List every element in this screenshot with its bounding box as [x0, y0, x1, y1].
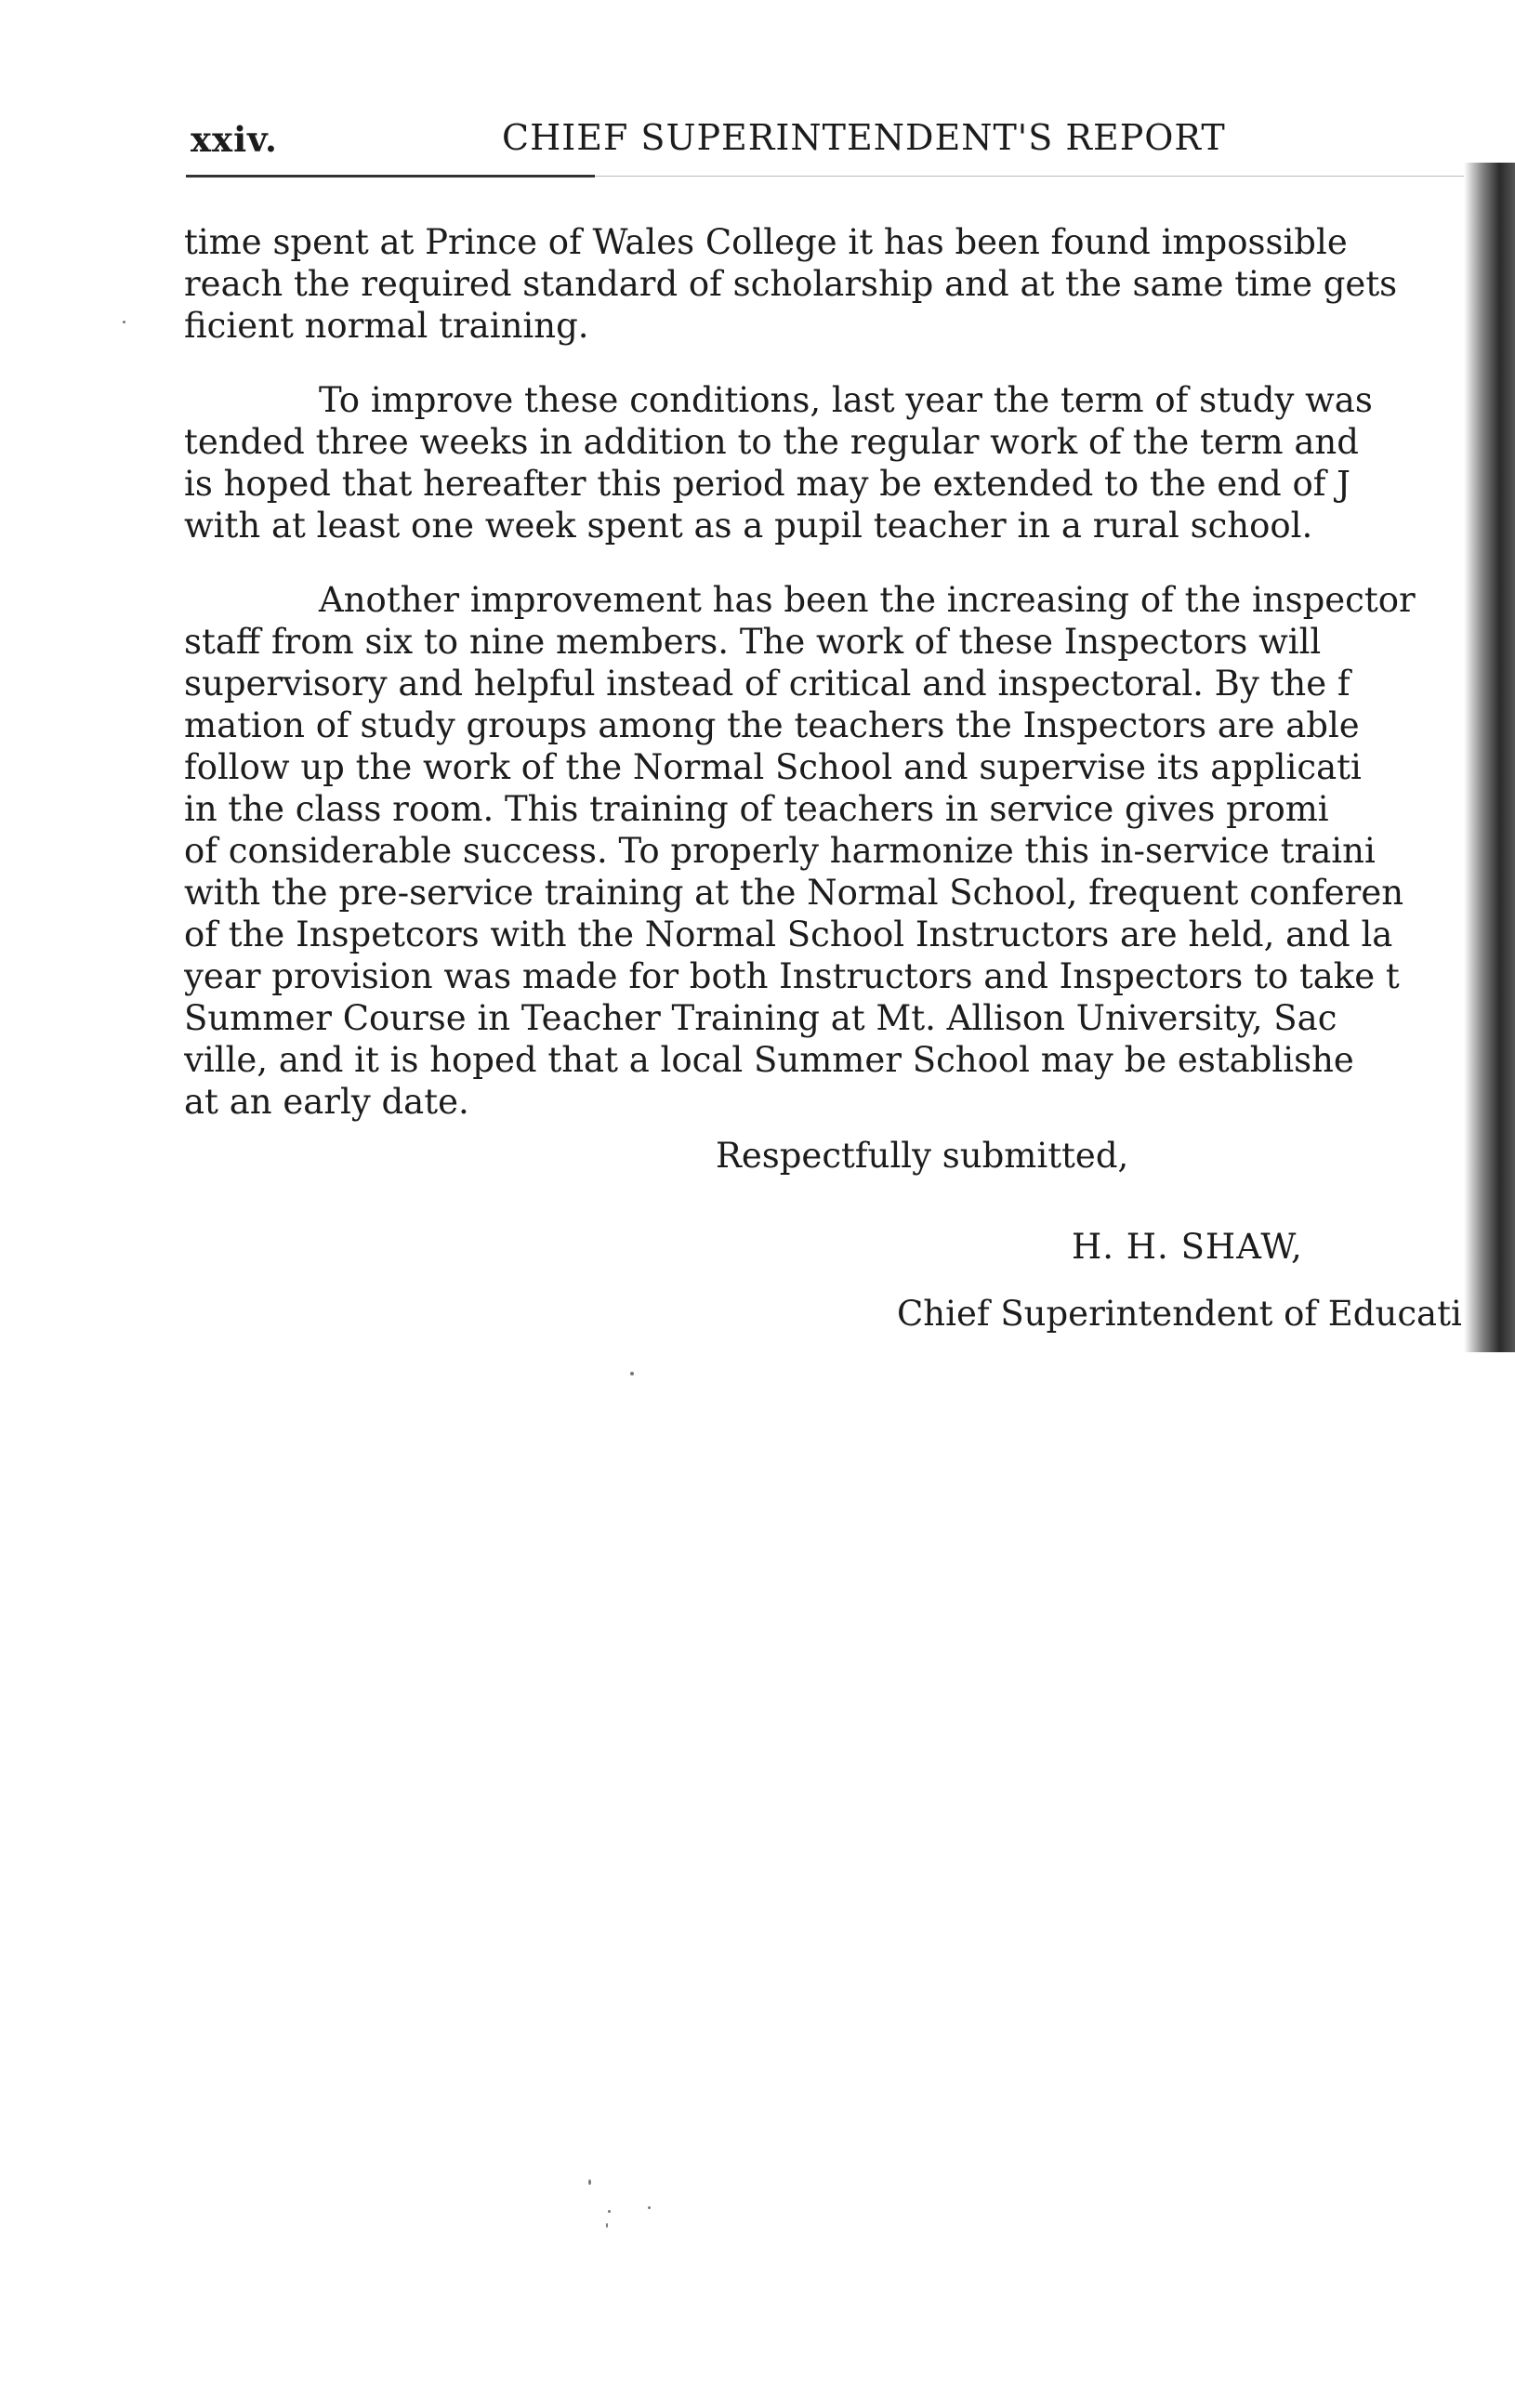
page-number: xxiv.: [191, 119, 278, 160]
paragraph: [184, 221, 1467, 347]
paper-speck: [123, 321, 125, 323]
header-rule-faint: [595, 176, 1469, 177]
signature: H. H. SHAW,: [1072, 1227, 1303, 1267]
running-head: CHIEF SUPERINTENDENT'S REPORT: [502, 117, 1226, 158]
valediction: Respectfully submitted,: [716, 1136, 1129, 1176]
text-line: ville, and it is hoped that a local Summer School may be establishe: [184, 1040, 1354, 1080]
text-line: To improve these conditions, last year the term of study was: [319, 380, 1373, 420]
text-line: supervisory and helpful instead of critical and inspectoral. By the f: [184, 664, 1350, 704]
text-line: of the Inspetcors with the Normal School Instructors are held, and la: [184, 915, 1393, 954]
text-line: year provision was made for both Instructors and Inspectors to take t: [184, 956, 1400, 996]
text-line: is hoped that hereafter this period may be extended to the end of J: [184, 464, 1351, 504]
paragraph: [184, 379, 1467, 546]
text-line: follow up the work of the Normal School and supervise its applicati: [184, 747, 1362, 787]
paper-speck: [648, 2206, 651, 2209]
signer-title: Chief Superintendent of Educati: [897, 1294, 1462, 1334]
paragraph-gap: [184, 546, 1467, 579]
text-line: staff from six to nine members. The work of these Inspectors will: [184, 622, 1322, 662]
paper-speck: [606, 2223, 608, 2228]
text-line: Another improvement has been the increasing of the inspector: [319, 580, 1416, 620]
paragraph: [184, 579, 1467, 1123]
header-rule: [186, 175, 595, 178]
body-text: [184, 221, 1467, 1123]
text-line: tended three weeks in addition to the regular work of the term and: [184, 422, 1359, 462]
text-line: of considerable success. To properly harmonize this in-service traini: [184, 831, 1376, 871]
text-line: time spent at Prince of Wales College it has been found impossible: [184, 222, 1348, 262]
text-line: in the class room. This training of teachers in service gives promi: [184, 789, 1329, 829]
binding-shadow: [1464, 163, 1515, 1352]
text-line: with at least one week spent as a pupil teacher in a rural school.: [184, 506, 1313, 546]
paper-speck: [608, 2210, 611, 2213]
text-line: with the pre-service training at the Normal School, frequent conferen: [184, 873, 1404, 913]
paper-speck: [630, 1372, 634, 1375]
paragraph-gap: [184, 347, 1467, 379]
text-line: mation of study groups among the teachers the Inspectors are able: [184, 705, 1360, 745]
text-line: at an early date.: [184, 1082, 469, 1122]
text-line: Summer Course in Teacher Training at Mt. Allison University, Sac: [184, 998, 1337, 1038]
text-line: reach the required standard of scholarship and at the same time gets: [184, 264, 1398, 304]
text-line: ficient normal training.: [184, 306, 589, 346]
paper-speck: [588, 2179, 591, 2185]
